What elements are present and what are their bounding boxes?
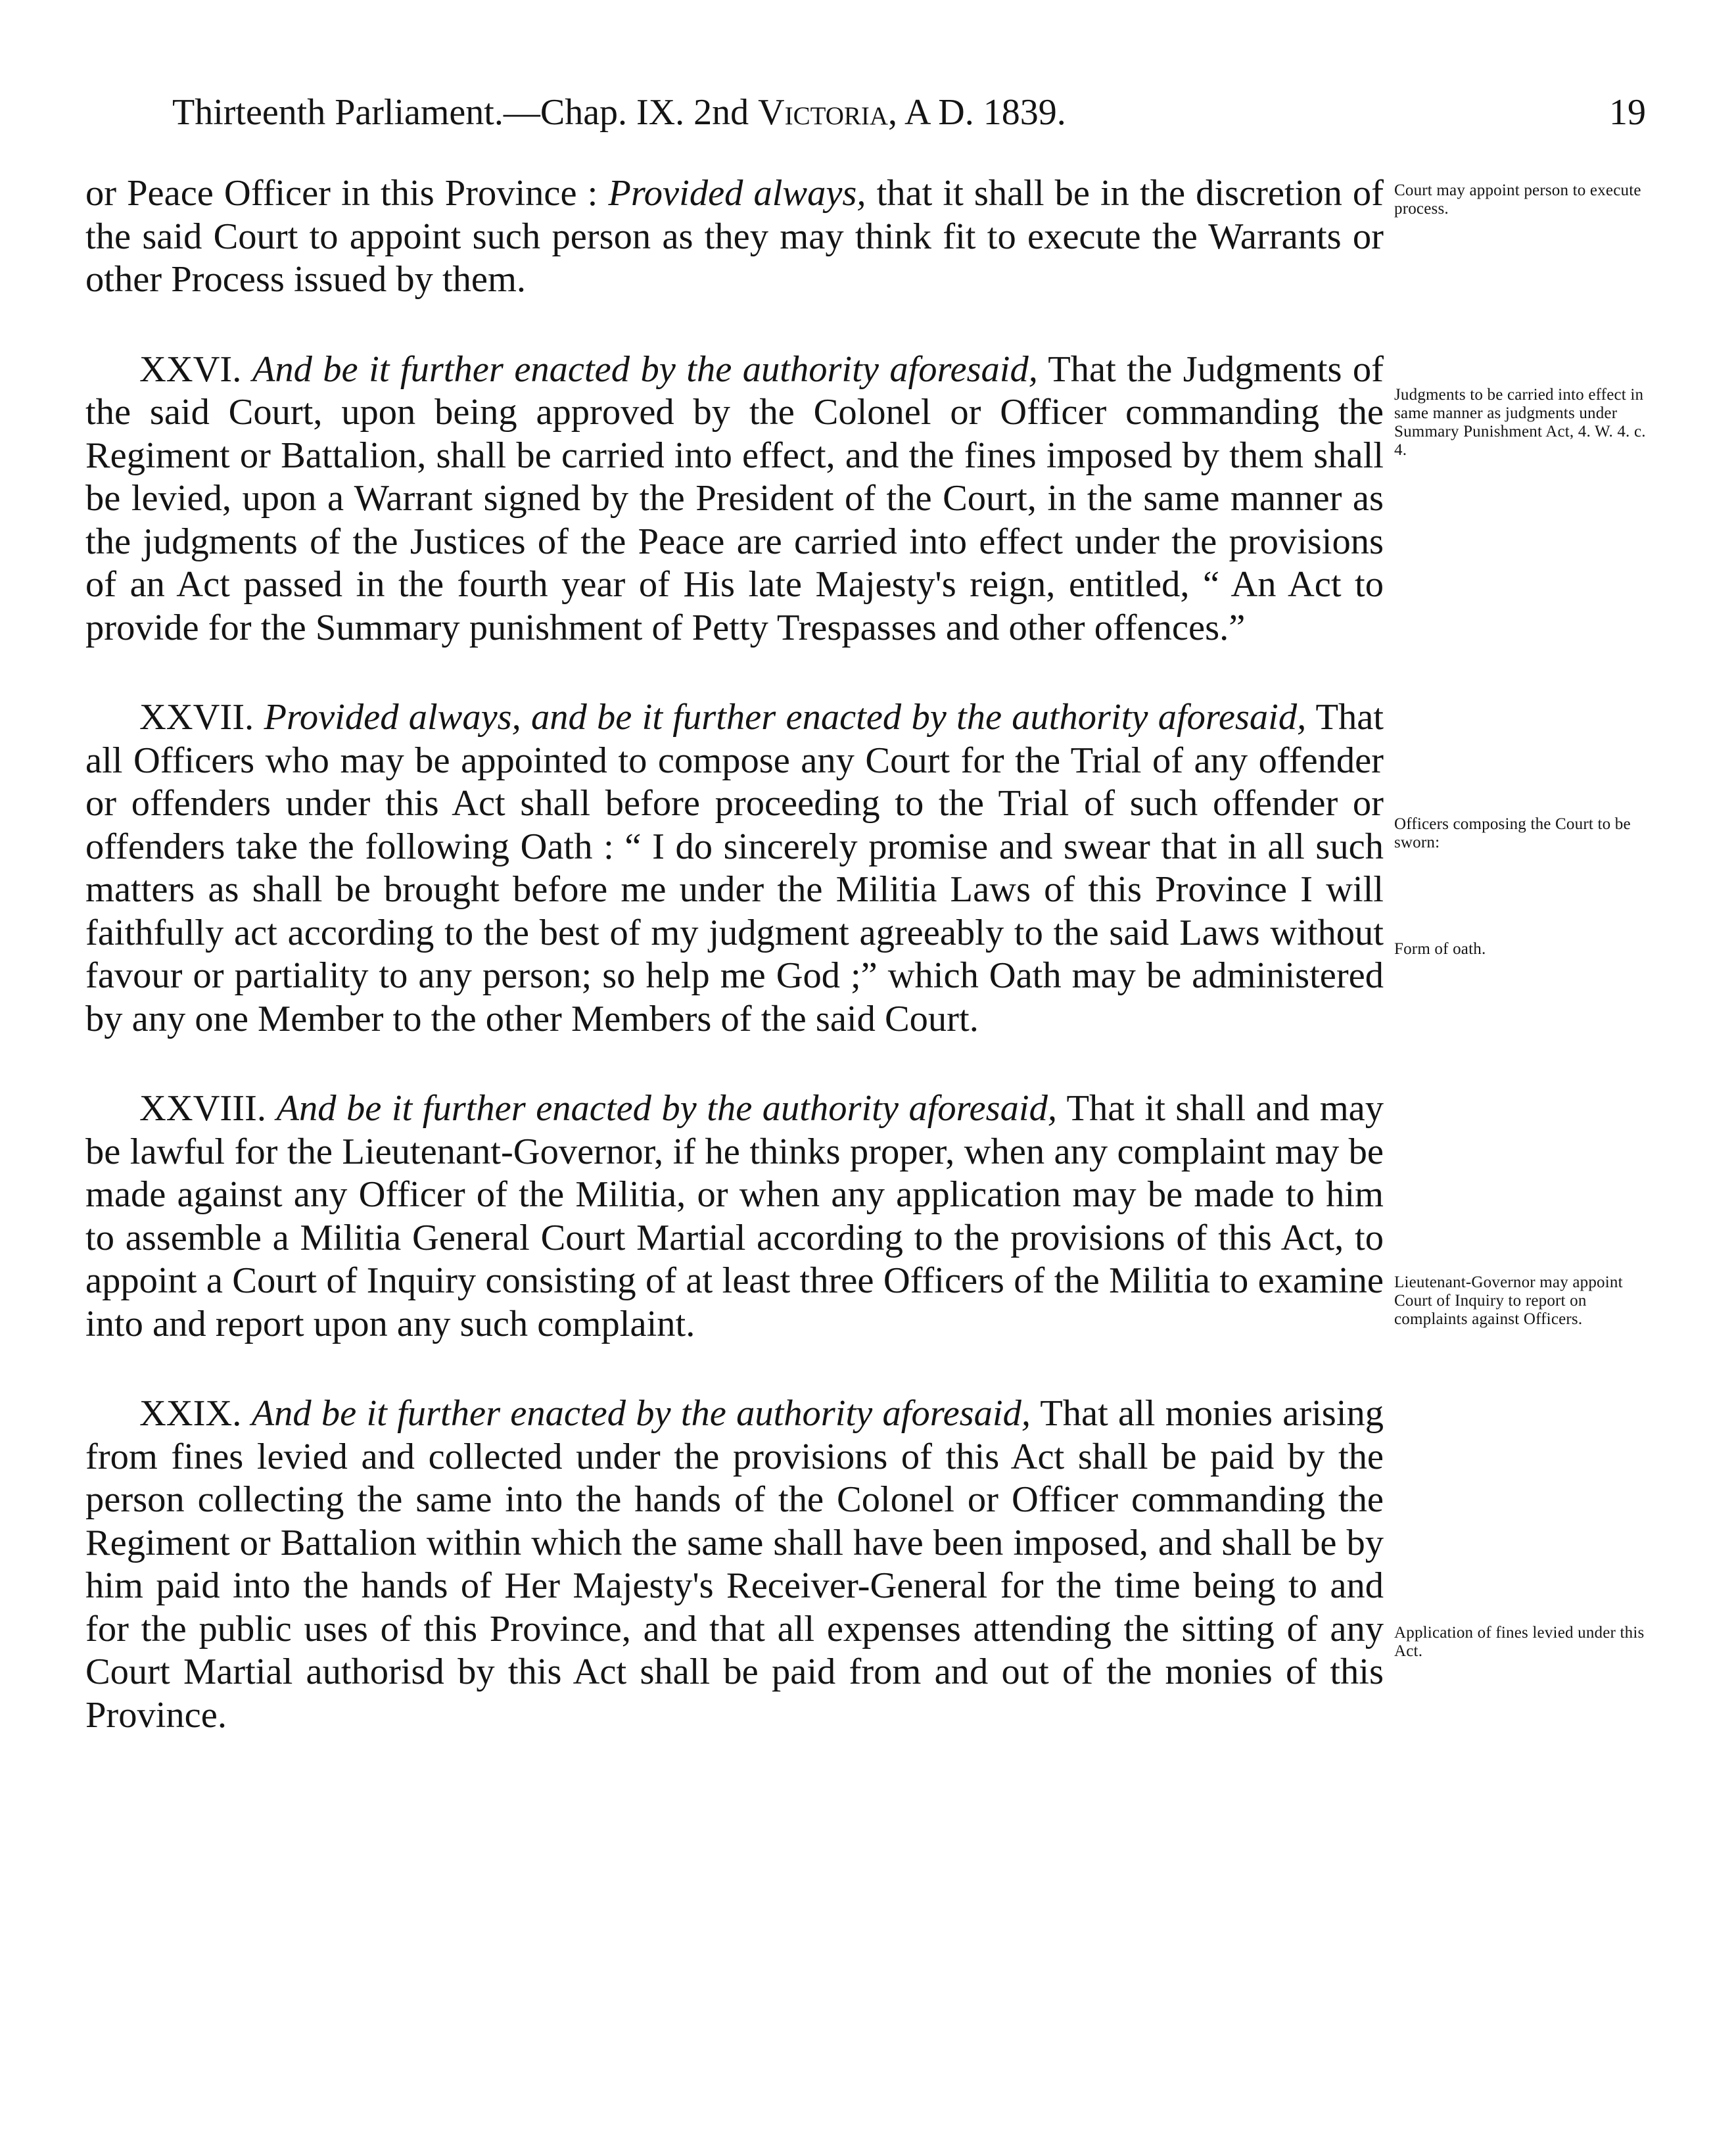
margin-note-officers-sworn: Officers composing the Court to be sworn: — [1394, 815, 1631, 851]
section-italic-clause: And be it further enacted by the authority aforesaid, — [252, 348, 1038, 390]
margin-note-court-of-inquiry: Lieutenant-Governor may appoint Court of Inquiry to report on complaints against Officers. — [1394, 1273, 1623, 1328]
section-number: XXIX. — [139, 1393, 252, 1434]
margin-note-form-of-oath: Form of oath. — [1394, 940, 1486, 958]
margin-notes — [1394, 0, 1651, 2134]
statute-text — [85, 172, 1384, 1737]
section-italic-clause: And be it further enacted by the authority aforesaid, — [276, 1088, 1057, 1129]
section-italic-clause: Provided always, and be it further enacted by the authority aforesaid, — [264, 697, 1307, 738]
margin-note-appoint-person: Court may appoint person to execute process. — [1394, 181, 1641, 218]
section-number: XXVII. — [139, 697, 264, 738]
section-body: That it shall and may be lawful for the Lieutenant-Governor, if he thinks proper, when any complaint may be made against any Officer of the Militia, or when any application may be made to him to assemble a Militia General Court Martial according to the provisions of this Act, to appoint a Court of Inquiry consisting of at least three Officers of the Militia to examine into and report upon any such complaint. — [85, 1088, 1384, 1344]
section-xxv-continuation — [85, 172, 1384, 302]
section-body: That all monies arising from fines levied and collected under the provisions of this Act shall be paid by the person collecting the same into the hands of the Colonel or Officer commanding the Regiment or Battalion within which the same shall have been imposed, and shall be by him paid into the hands of Her Majesty's Receiver-General for the time being to and for the public uses of this Province, and that all expenses attending the sitting of any Court Martial authorisd by this Act shall be paid from and out of the monies of this Province. — [85, 1393, 1384, 1736]
running-head-prefix: Thirteenth Parliament.—Chap. IX. 2nd — [172, 92, 759, 133]
section-number: XXVIII. — [139, 1088, 277, 1129]
section-number: XXVI. — [139, 348, 252, 390]
running-head-suffix: , A D. 1839. — [888, 92, 1066, 133]
section-xxviii — [85, 1087, 1384, 1346]
section-italic-clause: And be it further enacted by the authority aforesaid, — [251, 1393, 1031, 1434]
section-xxvi — [85, 348, 1384, 650]
section-body: That the Judgments of the said Court, upon being approved by the Colonel or Officer commanding the Regiment or Battalion, shall be carried into effect, and the fines imposed by them shall be levied, upon a Warrant signed by the President of the Court, in the same manner as the judgments of the Justices of the Peace are carried into effect under the provisions of an Act passed in the fourth year of His late Majesty's reign, entitled, “ An Act to provide for the Summary punishment of Petty Trespasses and other offences.” — [85, 348, 1384, 648]
running-head-victoria: Victoria — [758, 92, 889, 133]
section-lead: or Peace Officer in this Province : — [85, 173, 609, 214]
page-number: 19 — [1609, 92, 1646, 133]
section-body: That all Officers who may be appointed to compose any Court for the Trial of any offender or offenders under this Act shall before proceeding to the Trial of such offender or offenders take the following Oath : “ I do sincerely promise and swear that in all such matters as shall be brought before me under the Militia Laws of this Province I will faithfully act according to the best of my judgment agreeably to the said Laws without favour or partiality to any person; so help me God ;” which Oath may be administered by any one Member to the other Members of the said Court. — [85, 697, 1384, 1039]
margin-note-judgments-effect: Judgments to be carried into effect in same manner as judgments under Summary Punishment Act, 4. W. 4. c. 4. — [1394, 386, 1646, 459]
section-xxix — [85, 1392, 1384, 1737]
section-italic-clause: Provided always, — [608, 173, 866, 214]
running-head — [172, 83, 1066, 142]
section-xxvii — [85, 696, 1384, 1041]
section-body: that it shall be in the discretion of the said Court to appoint such person as they may think fit to execute the Warrants or other Process issued by them. — [85, 173, 1384, 300]
margin-note-application-of-fines: Application of fines levied under this Act. — [1394, 1624, 1645, 1660]
